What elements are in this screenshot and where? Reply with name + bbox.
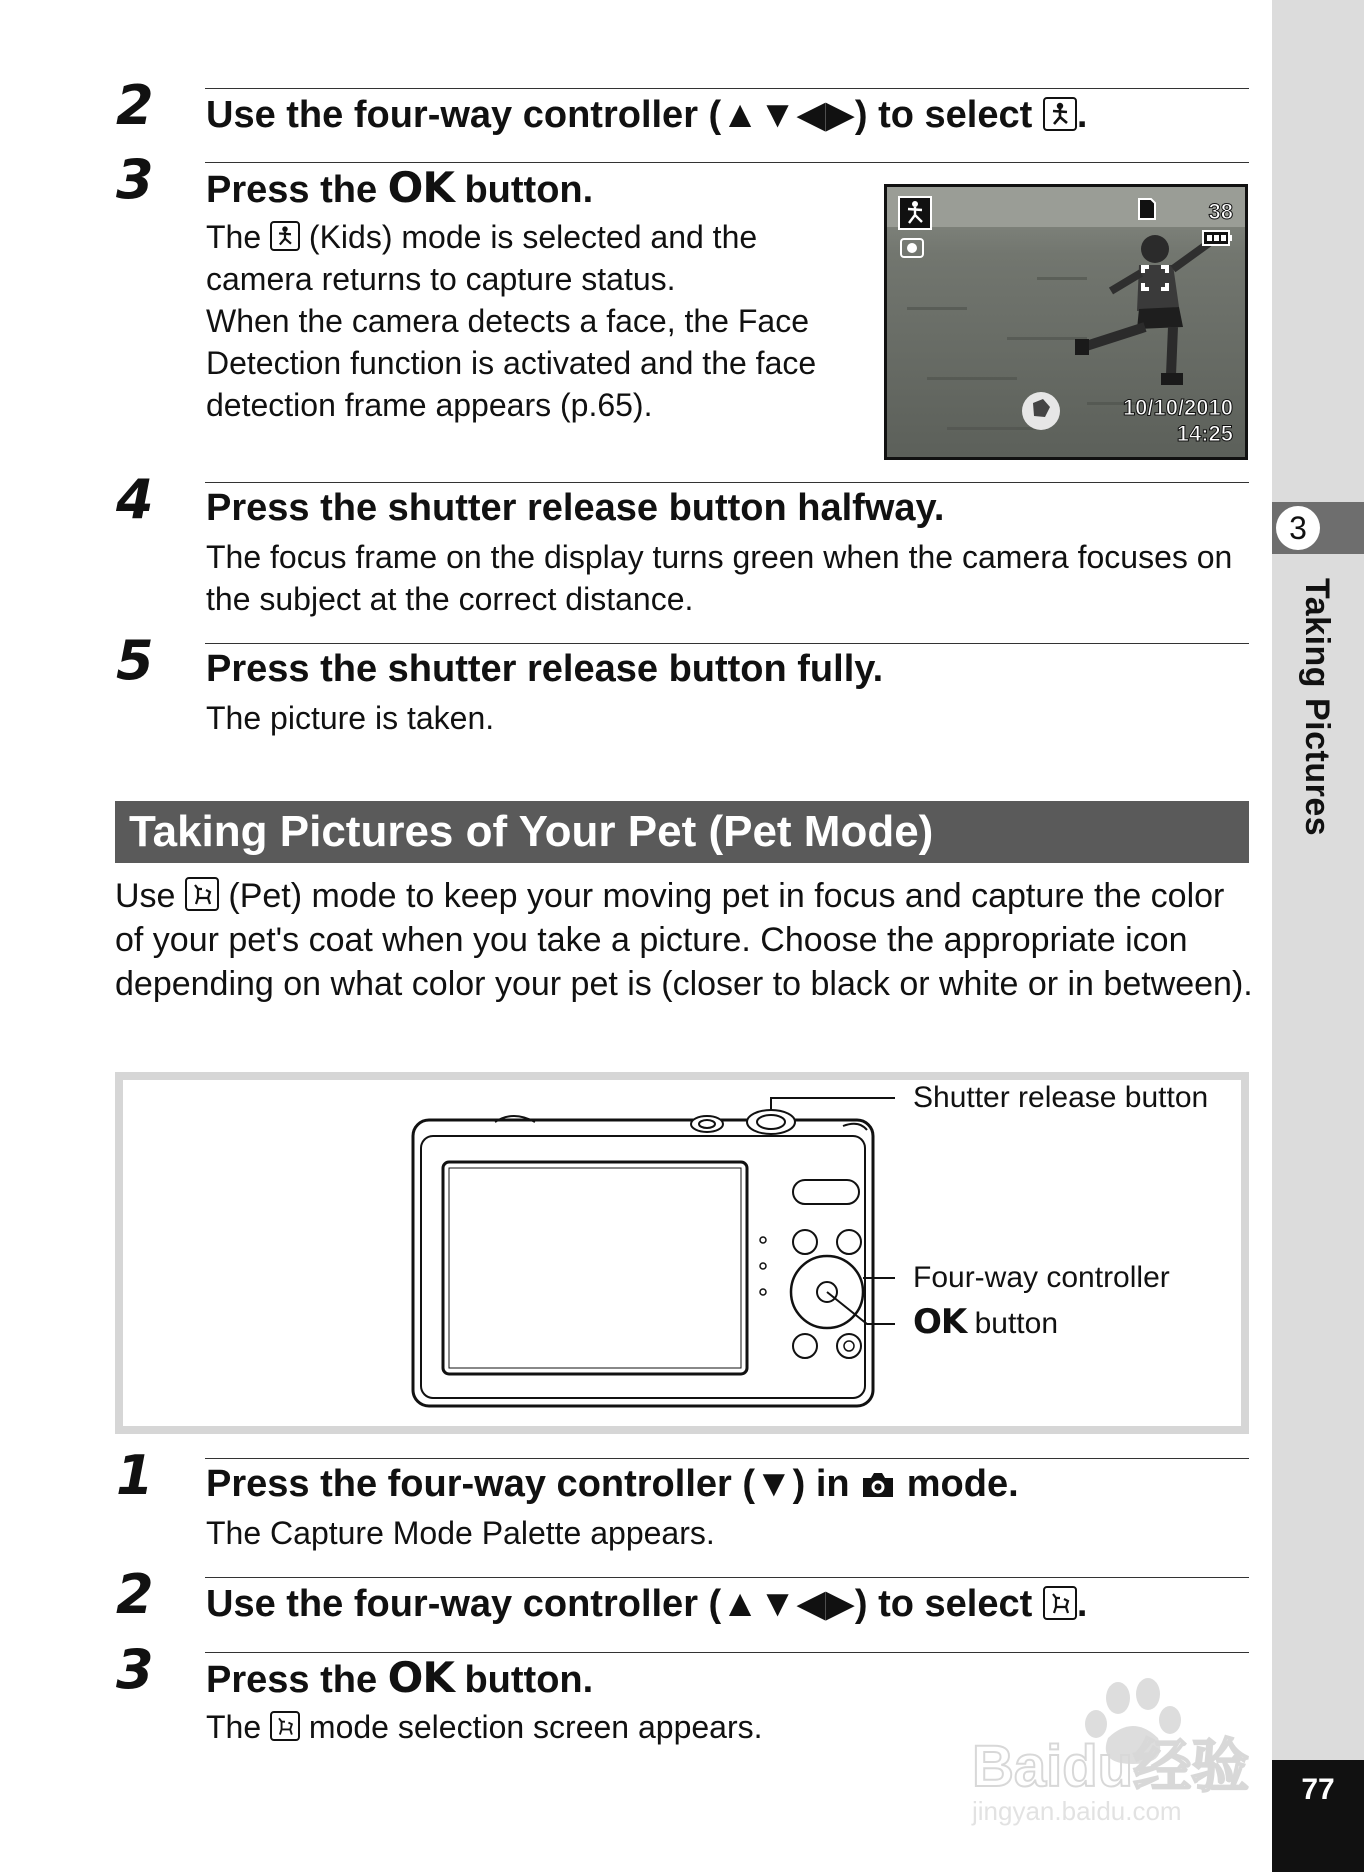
lcd-time: 14:25 <box>1176 421 1233 446</box>
step-number: 2 <box>116 74 154 137</box>
divider <box>205 643 1249 644</box>
step-title: Press the shutter release button halfway. <box>206 487 945 529</box>
step-title-text: . <box>1076 1583 1088 1625</box>
step-title-text: Use the four-way controller (▲▼◀▶) to select <box>206 94 1043 136</box>
step-title-text: button. <box>453 169 594 211</box>
side-strip <box>1272 0 1364 1872</box>
step-title <box>206 1653 594 1702</box>
divider <box>205 88 1249 89</box>
step-body: The picture is taken. <box>206 700 495 736</box>
pet-mode-icon <box>185 877 219 911</box>
step-number: 2 <box>116 1563 154 1626</box>
step-number: 1 <box>116 1444 154 1507</box>
divider <box>205 1577 1249 1578</box>
step-number: 4 <box>116 468 154 531</box>
step-title <box>206 1582 1087 1626</box>
chapter-number: 3 <box>1276 506 1320 550</box>
intro-text: (Pet) mode to keep your moving pet in focus and capture the color of your pet's coat when you take a picture. Choose the appropriate icon depending on what color your pet is (closer to black or white or in between). <box>115 877 1253 1003</box>
baidu-watermark <box>968 1668 1298 1828</box>
step-body <box>206 1706 1256 1748</box>
pet-mode-icon <box>1043 1586 1077 1620</box>
section-intro <box>115 874 1255 1006</box>
ok-glyph: OK <box>913 1302 967 1342</box>
lcd-sd-icon <box>1139 199 1155 219</box>
step-title-text: button. <box>453 1659 594 1701</box>
divider <box>205 162 1249 163</box>
step-title-text: Press the <box>206 169 388 211</box>
ok-button-label-text: button <box>974 1307 1059 1340</box>
section-heading: Taking Pictures of Your Pet (Pet Mode) <box>115 801 1249 863</box>
body-text: (Kids) mode is selected and the camera returns to capture status. <box>206 219 758 297</box>
pet-mode-icon <box>270 1711 300 1741</box>
step-title-text: . <box>1076 94 1088 136</box>
step-title-text: Press the <box>206 1659 388 1701</box>
divider <box>205 1458 1249 1459</box>
shutter-button <box>747 1110 795 1134</box>
ok-glyph: OK <box>387 1653 454 1702</box>
step-title <box>206 93 1087 137</box>
ok-glyph: OK <box>387 163 454 212</box>
watermark-url: jingyan.baidu.com <box>972 1796 1182 1826</box>
lcd-scene <box>887 187 1245 457</box>
four-way-controller-label: Four-way controller <box>913 1261 1170 1294</box>
step-title: Press the shutter release button fully. <box>206 648 884 690</box>
kids-mode-icon <box>270 221 300 251</box>
camera-mode-icon <box>860 1466 896 1510</box>
step-title <box>206 163 594 212</box>
divider <box>205 482 1249 483</box>
chapter-title: Taking Pictures <box>1298 578 1336 837</box>
step-title <box>206 1462 1019 1510</box>
body-text: mode selection screen appears. <box>300 1709 763 1745</box>
step-number: 3 <box>116 148 154 211</box>
camera-lcd-screen <box>443 1162 747 1374</box>
lcd-date: 10/10/2010 <box>1122 395 1233 420</box>
lcd-battery-icon <box>1203 231 1232 245</box>
body-text: The <box>206 1709 271 1745</box>
step-body: The Capture Mode Palette appears. <box>206 1515 715 1551</box>
step-number: 5 <box>116 629 154 692</box>
step-title-text: mode. <box>896 1463 1019 1505</box>
shutter-release-label: Shutter release button <box>913 1081 1209 1114</box>
camera-back-illustration <box>123 1080 1241 1426</box>
lcd-shots-remaining: 38 <box>1208 199 1233 224</box>
step-title-text: Press the four-way controller (▼) in <box>206 1463 861 1505</box>
soccer-ball <box>1022 392 1060 430</box>
kids-mode-icon <box>1043 97 1077 131</box>
lcd-kids-icon <box>899 197 931 229</box>
body-text: When the camera detects a face, the Face Detection function is activated and the face detection frame appears (p.65). <box>206 303 817 423</box>
step-body <box>206 216 866 426</box>
body-text: The <box>206 219 271 255</box>
intro-text: Use <box>115 877 185 915</box>
step-body: The focus frame on the display turns green when the camera focuses on the subject at the correct distance. <box>206 539 1233 617</box>
divider <box>205 1652 1249 1653</box>
ok-button-label <box>913 1304 1058 1342</box>
camera-diagram <box>115 1072 1249 1434</box>
step-number: 3 <box>116 1638 154 1701</box>
lcd-preview <box>884 184 1248 460</box>
page-number: 77 <box>1272 1760 1364 1872</box>
watermark-brand: Baidu经验 <box>972 1734 1250 1799</box>
step-title-text: Use the four-way controller (▲▼◀▶) to select <box>206 1583 1043 1625</box>
